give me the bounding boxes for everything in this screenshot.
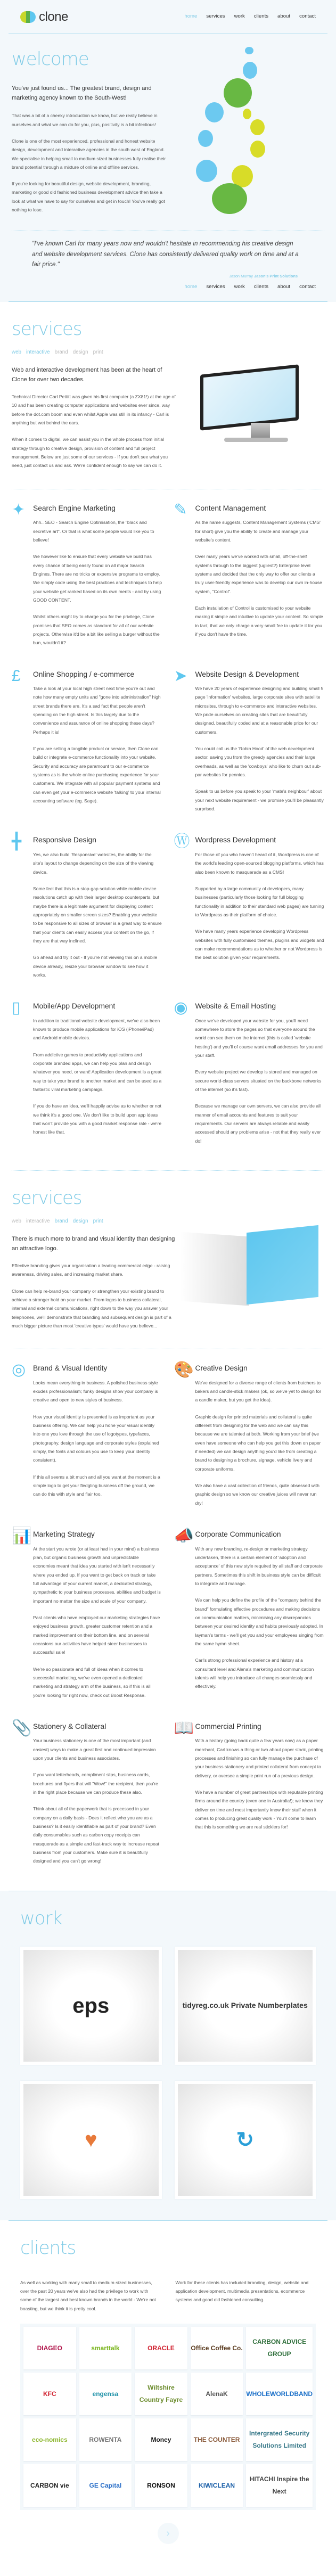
ruler-icon: ╋ <box>12 833 22 851</box>
service-para: Think about all of the paperwork that is processed in your company on a daily basis - Does it reflect who you are as a business? Is it easily identifiable as part of your brand? Even daily consumables such as carbon copy receipts can masquerade as a simple and fast-track way to increase repeat business from your customers. Make sure it is beautifully designed and you can't go wrong! <box>33 1806 159 1864</box>
service-item <box>174 667 325 822</box>
next-arrow-button[interactable]: › <box>158 2523 179 2544</box>
testimonial-quote: "I've known Carl for many years now and wouldn't hesitate in recommending his creative design and website development services. Clone has consistently delivered quality work on time and at a fair price." <box>32 240 299 268</box>
client-logo: Intergrated Security Solutions Limited <box>246 2418 313 2461</box>
tag-design[interactable]: design <box>72 1218 88 1224</box>
service-title: Website Design & Development <box>195 670 299 678</box>
service-para: If you are selling a tangible product or service, then Clone can build or integrate e-commerce functionality into your website. Security and accuracy are paramount to our e-commerce systems as is the whole online purchasing experience for your customers. We integrate with all popular payment systems and can even get your e-commerce website 'talking' to your internal accounting software (eg. Sage). <box>33 746 161 804</box>
service-title: Mobile/App Development <box>33 1002 116 1011</box>
client-logo: GE Capital <box>79 2464 132 2507</box>
service-para: Ahh.. SEO - Search Engine Optimisation, the "black and secretive art". Or that is what some people would like you to believe! <box>33 520 154 543</box>
services-para: When it comes to digital, we can assist you in the whole process from initial strategy through to creative design, provision of content and full project management. Below are just some of our services - If you don't see what you need, just contact us and ask. We're confident enough to say we can do it. <box>12 437 168 469</box>
work-card[interactable] <box>20 1947 162 2065</box>
service-para: Because we manage our own servers, we can also provide all manner of email accounts and features to suit your requirements. Our servers are always reliable and easily accessed should any problems arise - not that they really ever do! <box>195 1103 321 1144</box>
pen-icon: ✎ <box>174 501 187 519</box>
client-logo-grid <box>20 2324 316 2510</box>
tag-brand[interactable]: brand <box>54 1218 68 1224</box>
testimonial-name: Jason Murray <box>229 273 253 278</box>
service-para: We have a number of great partnerships with reputable printing firms around the country (even one in Australia!); we know they deliver on time and most importantly know their stuff when it comes to producing great quality work - You'll come to learn that this is something we are real sticklers for! <box>195 1790 323 1830</box>
chart-icon: 📊 <box>12 1527 32 1545</box>
work-grid <box>20 1947 316 2199</box>
monitor-image <box>200 364 301 444</box>
nav-clients[interactable]: clients <box>253 13 269 20</box>
eye-icon: ◎ <box>12 1361 26 1379</box>
service-title: Website & Email Hosting <box>195 1002 276 1011</box>
client-logo: RONSON <box>135 2464 187 2507</box>
work-title: work <box>20 1907 62 1929</box>
service-title: Wordpress Development <box>195 836 276 844</box>
service-item <box>174 999 325 1153</box>
service-para: Past clients who have employed our marketing strategies have enjoyed business growth, greater customer retention and a marked improvement on their bottom line, and on several occasions our activities have helped steer businesses to successful sale! <box>33 1614 160 1655</box>
service-para: We've designed for a diverse range of clients from butchers to bakers and candle-stick makers (ok, so we've yet to design for a candle maker, but you get the idea). <box>195 1380 322 1403</box>
work-image: ↻ <box>178 2084 313 2196</box>
service-para: If this all seems a bit much and all you want at the moment is a simple logo to get your fledgling business off the ground, we can do this with style and flair too. <box>33 1474 160 1497</box>
pound-icon: £ <box>12 667 21 685</box>
service-title: Commercial Printing <box>195 1722 261 1730</box>
client-logo: CARBON ADVICE GROUP <box>246 2327 313 2369</box>
tag-design[interactable]: design <box>72 349 88 356</box>
service-para: Graphic design for printed materials and collateral is quite different from designing for the web and we can say this because we are talented at both. Working from your brief (we even have someone who can help you get this down on paper if needed) we can design anything you'd like from creating a brand to designing a brochure, signage, vehicle livery and corporate uniforms. <box>195 1414 321 1472</box>
nav-about[interactable]: about <box>277 283 291 290</box>
clients-intro-left: As well as working with many small to medium-sized businesses, over the past 20 years we've also had the privilege to work with some of the largest and best known brands in the world - We're not boasting, but we think it is pretty cool. <box>20 2279 156 2311</box>
service-title: Creative Design <box>195 1364 248 1373</box>
tag-print[interactable]: print <box>93 349 103 356</box>
work-card[interactable] <box>175 2081 316 2199</box>
services-lead: Web and interactive development has been at the heart of Clone for over two decades. <box>12 366 162 383</box>
nav-contact[interactable]: contact <box>299 283 316 290</box>
client-logo: WHOLEWORLDBAND <box>246 2373 313 2415</box>
services-para: Technical Director Carl Pettitt was given his first computer (a ZX81!) at the age of 10 and has been creating computer applications and websites ever since, way before the dot.com boom and even whilst Apple was still in its infancy - Carl is anything but wet behind the ears. <box>12 394 176 426</box>
client-logo: engensa <box>79 2373 132 2415</box>
service-title: Brand & Visual Identity <box>33 1364 108 1373</box>
wordpress-icon: Ⓦ <box>174 833 190 851</box>
brand-services-grid <box>0 1349 336 1890</box>
service-para: You could call us the 'Robin Hood' of the web development sector, saving you from the greedy agencies and their large overheads, as well as the 'cowboys' who like to churn out sub-par websites for pennies. <box>195 746 321 778</box>
brochure-image <box>180 1229 321 1309</box>
work-image: eps <box>23 1950 159 2062</box>
client-logo: CARBON vie <box>23 2464 76 2507</box>
service-para: As the name suggests, Content Management Systems ('CMS' for short) give you the ability to create and manage your website's content. <box>195 520 321 543</box>
nav-work[interactable]: work <box>234 13 245 20</box>
service-para: Supported by a large community of developers, many businesses (particularly those looking for full blogging functionality in addition to their standard web pages) are turning to Wordpress as their platform of choice. <box>195 885 324 917</box>
service-para: Take a look at your local high street next time you're out and note how many empty units and "gone into administration" high street brands there are. It's a sad fact that people aren't spending on the high street. Is this largely due to the convenience and assurance of online shopping these days? Perhaps it is! <box>33 686 161 735</box>
cursor-icon: ➤ <box>174 667 187 685</box>
service-para: If you do have an idea, we'll happily advise as to whether or not we think it's a good one. We don't like to build upon app ideas that won't provide you with a good market response rate - we're honest like that. <box>33 1103 162 1135</box>
clients-title: clients <box>20 2237 76 2259</box>
service-item <box>12 833 162 987</box>
service-para: We however like to ensure that every website we build has every chance of being easily found on all major Search Engines. There are no tricks or expensive programs to employ. We simply code using the best practices and techniques to help your website get ranked based on its own merits - and by using GOOD CONTENT. <box>33 554 162 603</box>
nav-work[interactable]: work <box>234 283 245 290</box>
welcome-para: That was a bit of a cheeky introduction we know, but we really believe in ourselves and what we can do for you, plus, positivity is a bit infectious! <box>12 113 158 127</box>
testimonial-cite <box>0 269 336 280</box>
service-para: If you want letterheads, compliment slips, business cards, brochures and flyers that will "Wow!" the recipient, then you're in the right place because we can produce these also. <box>33 1772 158 1795</box>
nav-home[interactable]: home <box>184 283 198 290</box>
work-card[interactable] <box>20 2081 162 2199</box>
services-title: services <box>12 1187 82 1209</box>
service-item <box>174 1719 325 1874</box>
tag-brand[interactable]: brand <box>54 349 68 356</box>
logo[interactable] <box>20 5 68 29</box>
client-logo: Wiltshire Country Fayre <box>135 2373 187 2415</box>
client-logo: ROWENTA <box>79 2418 132 2461</box>
service-para: Each installation of Control is customised to your website making it simple and intuitive to update your content. So simple in fact, that we only charge a very small fee to update it for you if you don't have the time. <box>195 605 323 637</box>
welcome-para: If you're looking for beautiful design, website development, branding, marketing or good old fashioned business development advice then take a look at what we have to say for ourselves and get in touch! You've really got nothing to lose. <box>12 181 165 213</box>
service-title: Marketing Strategy <box>33 1530 95 1539</box>
client-logo: Office Coffee Co. <box>191 2327 243 2369</box>
tag-interactive[interactable]: interactive <box>26 349 50 356</box>
service-item <box>12 667 162 822</box>
client-logo: AlenaK <box>191 2373 243 2415</box>
work-image: ♥ <box>23 2084 159 2196</box>
tag-print[interactable]: print <box>93 1218 103 1224</box>
service-para: We have many years experience developing Wordpress websites with fully customised themes, plugins and widgets and can make recommendations as to whether or not Wordpress is the best solution given your requirements. <box>195 929 324 961</box>
brand-name: clone <box>39 9 68 24</box>
service-para: Yes, we also build 'Responsive' websites, the ability for the site's layout to change depending on the size of the viewing device. <box>33 851 154 875</box>
service-para: In addition to traditional website development, we've also been known to produce mobile applications for iOS (iPhone/iPad) and Android mobile devices. <box>33 1018 160 1041</box>
service-title: Corporate Communication <box>195 1530 281 1539</box>
client-logo: DIAGEO <box>23 2327 76 2369</box>
client-logo: KIWICLEAN <box>191 2464 243 2507</box>
service-title: Stationery & Collateral <box>33 1722 106 1730</box>
client-logo: smarttalk <box>79 2327 132 2369</box>
service-title: Responsive Design <box>33 836 96 844</box>
nav-services[interactable]: services <box>206 13 225 20</box>
nav-clients[interactable]: clients <box>253 283 269 290</box>
service-para: We also have a vast collection of friends, quite obsessed with graphic design so we know our creative juices will never run dry! <box>195 1483 319 1506</box>
service-para: Speak to us before you speak to your 'mate's neighbour' about your next website requirement - we promise you'll be pleasantly surprised. <box>195 789 324 812</box>
service-para: Whilst others might try to charge you for the privilege, Clone promises that SEO comes as standard for all of our website projects. Otherwise it'd be a bit like selling a burger without the bun, wouldn't it? <box>33 614 160 646</box>
service-item <box>12 1719 162 1874</box>
nav-contact[interactable]: contact <box>299 13 316 20</box>
service-para: For those of you who haven't heard of it, Wordpress is one of the world's leading open-sourced blogging platforms, which has also been known to masquerade as a CMS! <box>195 851 324 875</box>
nav-home[interactable]: home <box>184 13 198 20</box>
service-title: Search Engine Marketing <box>33 504 116 512</box>
service-para: With any new branding, re-design or marketing strategy undertaken, there is a certain element of 'adoption and acceptance' of this new style required by all staff and corporate partners. Sometimes this shift in business style can be difficult to integrate and manage. <box>195 1546 323 1586</box>
bubbles-illustration <box>192 50 324 199</box>
nav-services[interactable]: services <box>206 283 225 290</box>
service-item <box>174 501 325 655</box>
services-web-section <box>0 302 336 1171</box>
book-icon: 📖 <box>174 1719 194 1737</box>
client-logo: ORACLE <box>135 2327 187 2369</box>
service-para: From addictive games to productivity applications and corporate branded apps, we can help you plan and design whatever you need, or want! Application development is a great way to take your brand to another market and can be used as a fantastic viral marketing campaign. <box>33 1052 162 1093</box>
testimonial-company: Jason's Print Solutions <box>254 273 298 278</box>
nav-about[interactable]: about <box>277 13 291 20</box>
service-para: Over many years we've worked with small, off-the-shelf systems through to the biggest (ugliest?) Enterprise level systems and decided that the only way to offer our clients a truly user-friendly experience was to develop our own in-house system, "Control". <box>195 554 322 594</box>
service-para: How your visual identity is presented is as important as your business offering. We can help you hone your visual identity into one you love through the use of logotypes, typefaces, photography, design language and corporate styles (explained simply, the fonts and colours you use to keep your identity consistent). <box>33 1414 159 1463</box>
tag-web[interactable]: web <box>12 1218 21 1224</box>
service-item <box>12 501 162 655</box>
welcome-title: welcome <box>12 48 89 70</box>
service-tags <box>12 1217 177 1227</box>
client-logo: eco-nomics <box>23 2418 76 2461</box>
welcome-lead: You've just found us... The greatest brand, design and marketing agency known to the South-West! <box>12 85 152 101</box>
palette-icon: 🎨 <box>174 1361 194 1379</box>
service-para: Carl's strong professional experience and history at a consultant level and Alena's marketing and communication talents will help you introduce all changes seamlessly and effectively. <box>195 1658 314 1689</box>
service-tags <box>12 348 177 358</box>
service-para: We're so passionate and full of ideas when it comes to successful marketing, we've even opened a dedicated marketing and strategy arm of the business, so if this is all you're looking for right now, check out Boost Response. <box>33 1666 151 1698</box>
service-para: Once we've developed your website for you, you'll need somewhere to store the pages so that everyone around the world can see them on the internet (this is called 'website hosting') and you'll of course want email addresses for you and your staff. <box>195 1018 323 1059</box>
service-para: With a history (going back quite a few years now) as a paper merchant, Carl knows a thing or two about paper stock, printing processes and finishing so can fully manage the purchase of your business stationery and printed collateral from concept to delivery, or oversee a simple print run of a previous design. <box>195 1738 324 1778</box>
work-card[interactable] <box>175 1947 316 2065</box>
client-logo: THE COUNTER <box>191 2418 243 2461</box>
services-lead: There is much more to brand and visual identity than designing an attractive logo. <box>12 1235 175 1252</box>
service-para: Your business stationery is one of the most important (and easiest) ways to make a great first and continued impression upon your clients and business associates. <box>33 1738 156 1761</box>
main-nav <box>184 12 316 21</box>
devices-icon: ▯ <box>12 999 21 1017</box>
service-title: Online Shopping / e-commerce <box>33 670 135 678</box>
clients-section <box>9 2220 327 2576</box>
service-para: We can help you define the profile of the "company behind the brand" formulating effective procedures and making decisions on communication matters, minimising any discrepancies between your desired identity and habits previously adopted. In layman's terms - we'll get you and your employees singing from the same hymn sheet. <box>195 1597 324 1646</box>
welcome-para: Clone is one of the most experienced, professional and honest website design, development and interactive agencies in the south west of England. We specialise in helping small to medium sized businesses fully realise their brand potential through a mixture of online and offline services. <box>12 138 166 170</box>
globe-icon: ◉ <box>174 999 188 1017</box>
services-para: Effective branding gives your organisation a leading commercial edge - raising awareness, driving sales, and increasing market share. <box>12 1262 170 1277</box>
service-para: Every website project we develop is stored and managed on secure world-class servers situated on the backbone networks of the internet (so it's fast). <box>195 1069 322 1093</box>
service-item <box>12 1361 162 1515</box>
service-item <box>12 999 162 1153</box>
service-para: Looks mean everything in business. A polished business style exudes professionalism; funky designs show your company is creative and open to new styles of business. <box>33 1380 158 1403</box>
tag-interactive[interactable]: interactive <box>26 1218 50 1224</box>
service-para: Some feel that this is a stop-gap solution while mobile device resolutions catch up with their larger desktop counterparts, but maybe there is a legitimate argument for displaying content appropriately on smaller screen sizes? Enabling your website to be responsive to all sizes of browser is a great way to ensure that your clients can easily access your content on the go, if they are that way inclined. <box>33 885 162 944</box>
magic-wand-icon: ✦ <box>12 501 26 519</box>
web-services-grid <box>0 489 336 1170</box>
service-item <box>174 1361 325 1515</box>
client-logo: HITACHI Inspire the Next <box>246 2464 313 2507</box>
welcome-section <box>0 34 336 231</box>
tag-web[interactable]: web <box>12 349 21 356</box>
service-item <box>12 1527 162 1708</box>
work-section <box>9 1891 327 2220</box>
service-para: At the start you wrote (or at least had in your mind) a business plan, but organic business growth and unpredictable economies meant that idea you started with isn't necessarily where you ended up. If you want to get back on track or take full advantage of your current market, a dedicated strategy, sympathetic to your business processes, abilities and budget is important no matter the size and scale of your company. <box>33 1546 161 1604</box>
site-header <box>9 0 327 34</box>
services-para: Clone can help re-brand your company or strengthen your existing brand to achieve a stronger hold on your market. From logos to business collateral, internal and external communications, right down to the way you answer your telephones, we'll demonstrate that branding and subsequent design is part of a much bigger picture than most 'creative types' would have you believe... <box>12 1288 171 1328</box>
megaphone-icon: 📣 <box>174 1527 194 1545</box>
services-title: services <box>12 318 82 340</box>
work-image: tidyreg.co.uk Private Numberplates <box>178 1950 313 2062</box>
secondary-nav <box>9 280 327 302</box>
paperclip-icon: 📎 <box>12 1719 32 1737</box>
service-para: We have 20 years of experience designing and building small 5 page 'information' websites, large corporate sites with satellite microsites, through to e-commerce and interactive websites. We pride ourselves on creating sites that are beautifully designed, beautifully coded and at a reasonable price for our customers. <box>195 686 324 735</box>
client-logo: Money <box>135 2418 187 2461</box>
service-title: Content Management <box>195 504 266 512</box>
logo-icon <box>20 11 36 23</box>
client-logo: KFC <box>23 2373 76 2415</box>
service-item <box>174 833 325 987</box>
service-para: Go ahead and try it out - If you're not viewing this on a mobile device already, resize your browser window to see how it works. <box>33 955 158 978</box>
clients-intro-right: Work for these clients has included branding, design, website and application development, multimedia presentations, ecommerce systems and good old fashioned consulting. <box>175 2279 309 2303</box>
service-item <box>174 1527 325 1708</box>
services-brand-section <box>0 1171 336 1891</box>
